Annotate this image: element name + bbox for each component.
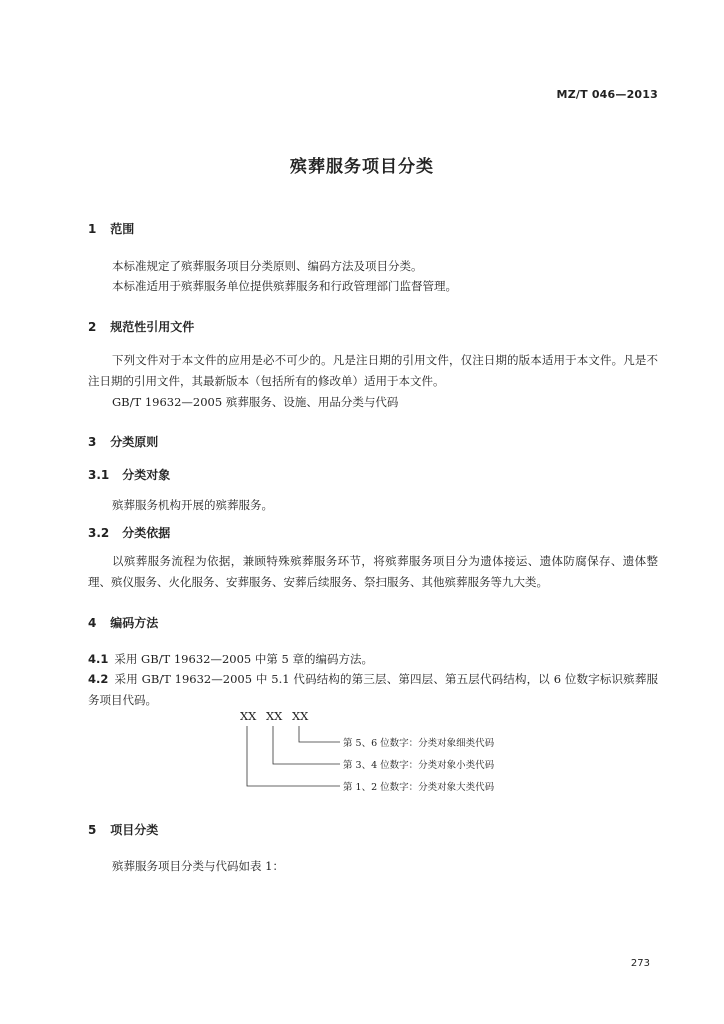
- document-title: 殡葬服务项目分类: [290, 157, 434, 177]
- scope-paragraph-2: 本标准适用于殡葬服务单位提供殡葬服务和行政管理部门监督管理。: [112, 279, 457, 293]
- section-title: 规范性引用文件: [110, 320, 195, 334]
- section-title: 分类原则: [110, 435, 159, 449]
- connector-line-1: [247, 726, 340, 786]
- coding-item-4-2: [88, 669, 658, 711]
- section-number: 3: [88, 435, 97, 449]
- coding-item-4-1: [88, 649, 658, 670]
- subsection-title: 分类依据: [122, 526, 171, 540]
- references-paragraph: 下列文件对于本文件的应用是必不可少的。凡是注日期的引用文件，仅注日期的版本适用于本文件。凡是不注日期的引用文件，其最新版本（包括所有的修改单）适用于本文件。: [88, 353, 658, 388]
- section-3-heading: [88, 433, 158, 450]
- section-2-heading: [88, 318, 194, 335]
- subsection-number: 3.2: [88, 526, 110, 540]
- section-number: 4: [88, 616, 97, 630]
- diagram-label-2: 第 3、4 位数字：分类对象小类代码: [343, 760, 495, 771]
- section-number: 5: [88, 823, 97, 837]
- standard-code: MZ/T 046—2013: [556, 88, 658, 101]
- section-title: 编码方法: [110, 616, 159, 630]
- section-number: 2: [88, 320, 97, 334]
- code-group-3: XX: [292, 709, 309, 723]
- section-3-2-heading: [88, 524, 170, 541]
- connector-line-2: [273, 726, 340, 764]
- connector-line-3: [299, 726, 340, 742]
- scope-paragraph-1: 本标准规定了殡葬服务项目分类原则、编码方法及项目分类。: [112, 259, 423, 273]
- section-5-heading: [88, 821, 158, 838]
- code-group-2: XX: [266, 709, 283, 723]
- subsection-title: 分类对象: [122, 468, 171, 482]
- classification-intro-text: 殡葬服务项目分类与代码如表 1：: [112, 859, 284, 873]
- diagram-label-3: 第 5、6 位数字：分类对象细类代码: [343, 738, 495, 749]
- item-number: 4.2: [88, 672, 109, 686]
- section-title: 项目分类: [110, 823, 159, 837]
- code-group-1: XX: [240, 709, 257, 723]
- section-number: 1: [88, 222, 97, 236]
- item-text: 采用 GB/T 19632—2005 中第 5 章的编码方法。: [114, 652, 374, 666]
- reference-item: GB/T 19632—2005 殡葬服务、设施、用品分类与代码: [112, 395, 399, 409]
- page-number: 273: [630, 958, 650, 969]
- subsection-number: 3.1: [88, 468, 110, 482]
- diagram-label-1: 第 1、2 位数字：分类对象大类代码: [343, 782, 495, 793]
- section-4-heading: [88, 614, 158, 631]
- section-3-1-heading: [88, 466, 170, 483]
- item-text: 采用 GB/T 19632—2005 中 5.1 代码结构的第三层、第四层、第五层代码结构，以 6 位数字标识殡葬服务项目代码。: [88, 672, 658, 707]
- classification-basis-paragraph: 以殡葬服务流程为依据，兼顾特殊殡葬服务环节，将殡葬服务项目分为遗体接运、遗体防腐保存、遗体整理、殡仪服务、火化服务、安葬服务、安葬后续服务、祭扫服务、其他殡葬服务等九大类。: [88, 554, 658, 589]
- item-number: 4.1: [88, 652, 109, 666]
- section-1-heading: [88, 220, 134, 237]
- section-title: 范围: [110, 222, 135, 236]
- classification-object-text: 殡葬服务机构开展的殡葬服务。: [112, 498, 273, 512]
